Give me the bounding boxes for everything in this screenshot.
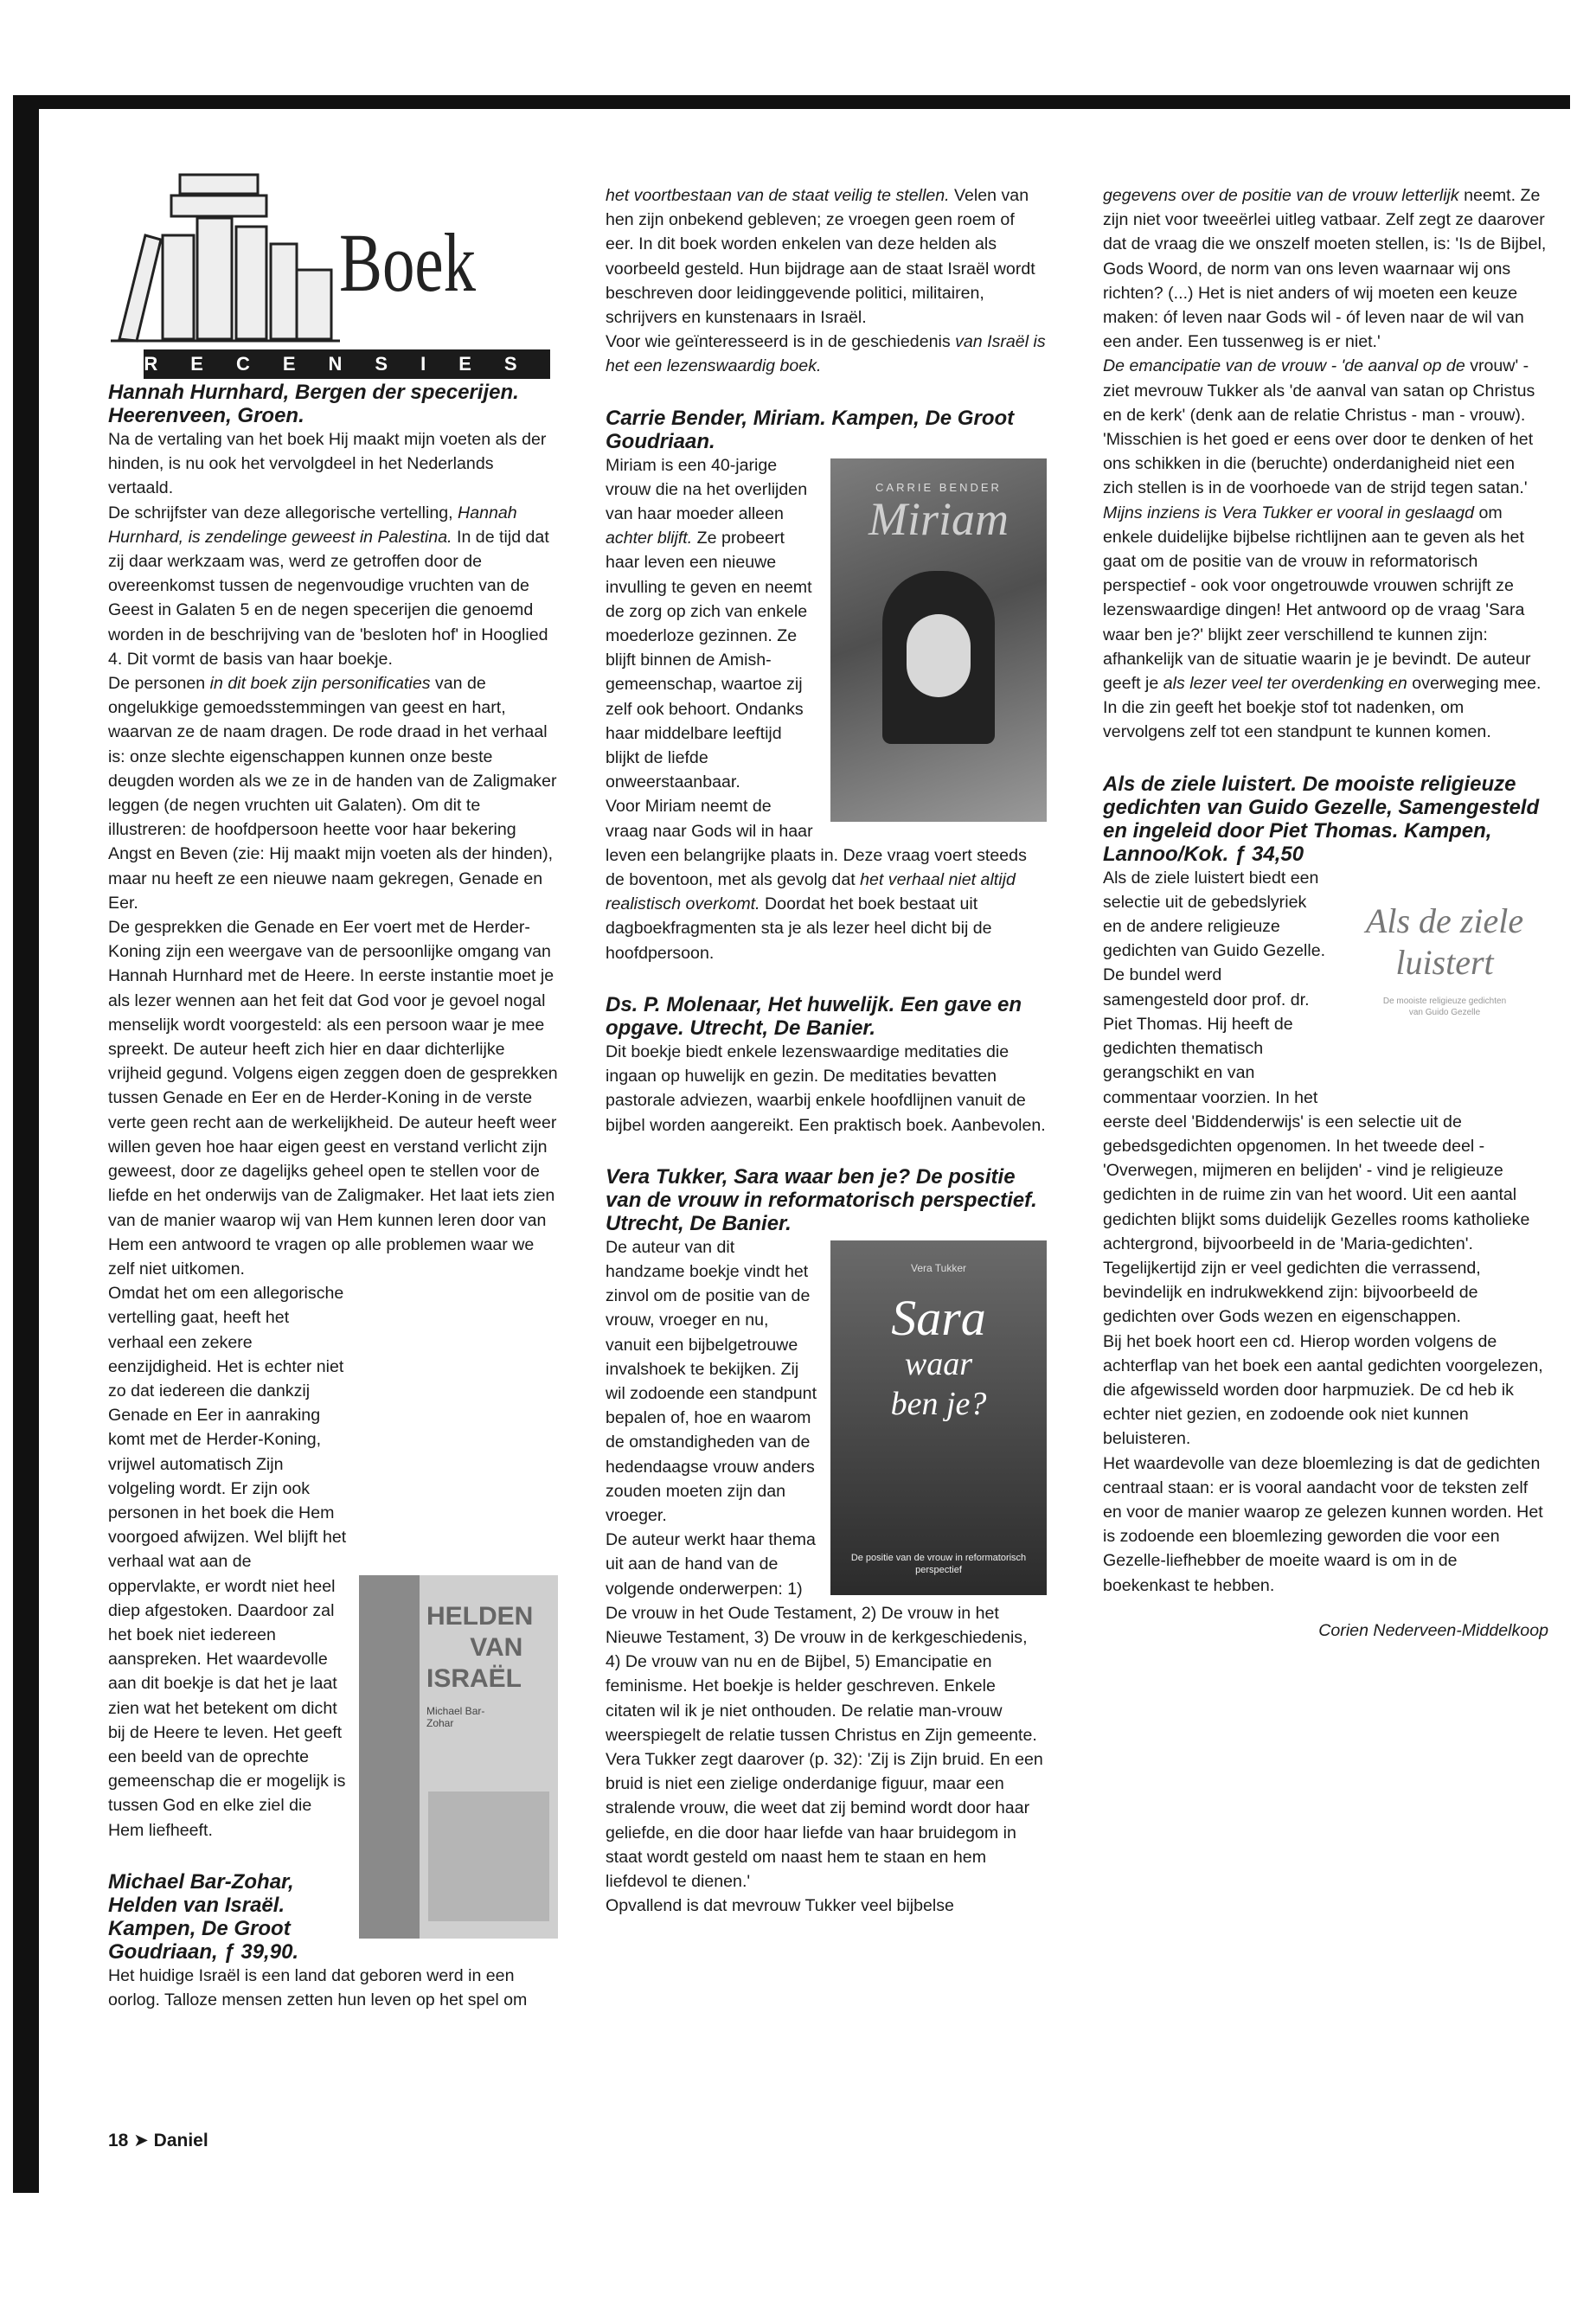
cover-title-3: ISRAËL [426, 1664, 522, 1694]
cover-als-de-ziele-luistert [1341, 875, 1548, 1091]
paragraph: Mijns inziens is Vera Tukker er vooral in geslaagd om enkele duidelijke bijbelse richtlijnen aan te geven als het gaat om de positie van de vrouw in reformatorisch perspectief - ook voor ongetrouwde vrouwen schrijft ze lezenswaardige dingen! Het antwoord op de vraag 'Sara waar ben je?' blijkt zeer verschillend te kunnen zijn: afhankelijk van de situatie waarin je je bevindt. De auteur geeft je als lezer veel ter overdenking en overweging mee. In die zin geeft het boekje stof tot nadenken, om vervolgens zelf tot een standpunt te kunnen komen. [1103, 503, 1542, 742]
boek-recensies-logo [111, 157, 550, 381]
top-border [13, 95, 1570, 109]
logo-word: Boek [339, 216, 477, 309]
left-border [13, 95, 39, 2193]
column-2 [606, 183, 1047, 1918]
paragraph: Het huidige Israël is een land dat geboren werd in een oorlog. Talloze mensen zetten hun leven op het spel om [108, 1965, 528, 2009]
cover-subtitle: De positie van de vrouw in reformatorisch perspectief [850, 1552, 1027, 1575]
paragraph: De gesprekken die Genade en Eer voert met de Herder-Koning zijn een weergave van de persoonlijke omgang van Hannah Hurnhard met de Heere. In eerste instantie moet je als lezer wennen aan het feit dat God voor je gevoel nogal menselijk wordt voorgesteld: als een persoon waar je mee spreekt. De auteur heeft zich hier en daar dichterlijke vrijheid gegund. Volgens eigen zeggen doen de gesprekken tussen Genade en Eer en de Herder-Koning in de verste verte geen recht aan de werkelijkheid. De auteur heeft weer willen geven hoe haar eigen geest en verstand verlicht zijn geweest, door ze dagelijks geheel open te stellen voor de liefde en het onderwijs van de Zaligmaker. Het laat iets zien van de manier waarop wij van Hem kunnen leren door van Hem een antwoord te vragen op alle problemen waar we zelf niet uitkomen. [108, 918, 558, 1279]
cover-title-3: ben je? [890, 1385, 987, 1422]
logo-banner [144, 349, 550, 379]
column-3 [1103, 183, 1548, 1643]
arrow-icon: ➤ [133, 2131, 149, 2150]
review-heading-hurnhard: Hannah Hurnhard, Bergen der specerijen. Heerenveen, Groen. [108, 381, 519, 427]
page-footer [108, 2130, 208, 2151]
paragraph: Omdat het om een allegorische vertelling gaat, heeft het verhaal een zekere eenzijdigheid. Het is echter niet zo dat iedereen die dankzij Genade en Eer in aanraking komt met de Herder-Koning, vrijwel automatisch Zijn volgeling wordt. Er zijn ook personen in het boek die Hem voorgoed afwijzen. Wel blijft het verhaal wat aan de oppervlakte, er wordt niet heel diep afgestoken. Daardoor zal het boek niet iedereen aanspreken. Het waardevolle aan dit boekje is dat het je laat zien wat het betekent om dicht bij de Heere te leven. Het geeft een beeld van de oprechte gemeenschap die er mogelijk is tussen God en elke ziel die Hem liefheeft. [108, 1284, 347, 1840]
cover-title-2: VAN [470, 1633, 523, 1663]
paragraph: De emancipatie van de vrouw - 'de aanval op de vrouw' - ziet mevrouw Tukker als 'de aanval van satan op Christus en de kerk' (denk aan de relatie Christus - man - vrouw). 'Misschien is het goed er eens over door te denken of het ons schikken in die (beruchte) onderdanigheid niet een zich stellen is in de voorhoede van de strijd tegen satan.' [1103, 356, 1535, 498]
cover-sara-waar-ben-je [830, 1240, 1047, 1595]
logo-banner-text: RECENSIES [144, 353, 550, 375]
page-number: 18 [108, 2131, 129, 2150]
paragraph: De personen in dit boek zijn personificaties van de ongelukkige gemoedsstemmingen van geest en hart, waarvan ze de naam dragen. De rode draad in het verhaal is: onze slechte eigenschappen kunnen onze beste deugden worden als we ze in de handen van de Zaligmaker leggen (de negen vruchten uit Galaten). Om dit te illustreren: de hoofdpersoon heette voor haar bekering Angst en Beven (zie: Hij maakt mijn voeten als der hinden), maar nu heeft ze een nieuwe naam gekregen, Genade en Eer. [108, 674, 557, 913]
cover-author: Vera Tukker [910, 1261, 967, 1274]
paragraph: Dit boekje biedt enkele lezenswaardige meditaties die ingaan op huwelijk en gezin. De meditaties bevatten pastorale adviezen, waarbij enkele hoofdlijnen vanuit de bijbel worden aangereikt. Een praktisch boek. Aanbevolen. [606, 1042, 1046, 1135]
paragraph: De auteur werkt haar thema uit aan de hand van de volgende onderwerpen: 1) De vrouw in het Oude Testament, 2) De vrouw in het Nieuwe Testament, 3) De vrouw in de kerkgeschiedenis, 4) De vrouw van nu en de Bijbel, 5) Emancipatie en feminisme. Het boekje is helder geschreven. Enkele citaten wil ik je niet onthouden. De relatie man-vrouw weerspiegelt de relatie tussen Christus en Zijn gemeente. Vera Tukker zegt daarover (p. 32): 'Zij is Zijn bruid. En een bruid is niet een zielige onderdanige figuur, maar een stralende vrouw, die weet dat zij bemind wordt door haar geliefde, en die door haar liefde van haar bruidegom in staat wordt gesteld om naast hem te staan en hem liefdevol te dienen.' [606, 1530, 1043, 1891]
cover-title: Miriam [869, 492, 1009, 545]
column-1 [108, 381, 558, 2012]
cover-title-1: Als de ziele [1365, 901, 1524, 940]
paragraph: Het waardevolle van deze bloemlezing is dat de gedichten centraal staan: er is vooral aandacht voor de teksten zelf en voor de manier waarop ze gelezen kunnen worden. Het is zodoende een bloemlezing geworden die voor een Gezelle-liefhebber de moeite waard is om in de boekenkast te hebben. [1103, 1453, 1543, 1595]
books-illustration [111, 157, 344, 348]
cover-series: CARRIE BENDER [875, 480, 1002, 494]
paragraph: Opvallend is dat mevrouw Tukker veel bijbelse [606, 1896, 954, 1916]
paragraph: gegevens over de positie van de vrouw letterlijk neemt. Ze zijn niet voor tweeërlei uitleg vatbaar. Zelf zegt ze daarover dat de vraag die we onszelf moeten stellen, is: 'Is de Bijbel, Gods Woord, de norm van ons leven waarnaar wij ons richten? (...) Het is niet anders of wij moeten een keuze maken: óf leven naar Gods wil - óf leven naar de wil van een ander. Een tussenweg is er niet.' [1103, 186, 1547, 352]
cover-title-2: waar [904, 1345, 973, 1382]
paragraph: Voor wie geïnteresseerd is in de geschiedenis van Israël is het een lezenswaardig boek. [606, 332, 1046, 376]
paragraph: Miriam is een 40-jarige vrouw die na het overlijden van haar moeder alleen achter blijft. Ze probeert haar leven een nieuwe invulling te geven en neemt de zorg op zich van enkele moederloze gezinnen. Ze blijft binnen de Amish-gemeenschap, waartoe zij zelf ook behoort. Ondanks haar middelbare leeftijd blijkt de liefde onweerstaanbaar. [606, 455, 812, 792]
paragraph: De auteur van dit handzame boekje vindt het zinvol om de positie van de vrouw, vroeger en nu, vanuit een bijbelgetrouwe invalshoek te bekijken. Zij wil zodoende een standpunt bepalen of, hoe en waarom de omstandigheden van de hedendaagse vrouw anders zouden moeten zijn dan vroeger. [606, 1237, 817, 1525]
review-heading-gezelle: Als de ziele luistert. De mooiste religieuze gedichten van Guido Gezelle, Samengesteld en ingeleid door Piet Thomas. Kampen, Lannoo/Kok. ƒ 34,50 [1103, 772, 1540, 866]
paragraph: Bij het boek hoort een cd. Hierop worden volgens de achterflap van het boek een aantal gedichten voorgelezen, die afgewisseld worden door harpmuziek. De cd heb ik echter niet gezien, en zodoende ook niet kunnen beluisteren. [1103, 1331, 1543, 1449]
magazine-name: Daniel [153, 2131, 208, 2150]
paragraph: Als de ziele luistert biedt een selectie uit de gebedslyriek en de andere religieuze gedichten van Guido Gezelle. De bundel werd samengesteld door prof. dr. Piet Thomas. Hij heeft de gedichten thematisch gerangschikt en van commentaar voorzien. In het eerste deel 'Biddenderwijs' is een selectie uit de gebedsgedichten opgenomen. In het tweede deel - 'Overwegen, mijmeren en belijden' - vind je religieuze gedichten in de ruime zin van het woord. Uit een aantal gedichten blijkt soms duidelijk Gezelles rooms katholieke achtergrond, bijvoorbeeld in de 'Maria-gedichten'. Tegelijkertijd zijn er veel gedichten die verrassend, bevindelijk en indrukwekkend zijn: bijvoorbeeld de gedichten over Gods wezen en eigenschappen. [1103, 868, 1530, 1327]
review-heading-miriam: Carrie Bender, Miriam. Kampen, De Groot Goudriaan. [606, 406, 1015, 453]
author-signature: Corien Nederveen-Middelkoop [1318, 1620, 1548, 1640]
paragraph: De schrijfster van deze allegorische vertelling, Hannah Hurnhard, is zendelinge geweest in Palestina. In de tijd dat zij daar werkzaam was, werd ze getroffen door de overeenkomst tussen de negenvoudige vruchten van de Geest in Galaten 5 en de negen specerijen die genoemd worden in de beschrijving van de 'besloten hof' in Hooglied 4. Dit vormt de basis van haar boekje. [108, 503, 549, 669]
cover-subtitle: De mooiste religieuze gedichten van Guido Gezelle [1382, 996, 1507, 1017]
paragraph: Na de vertaling van het boek Hij maakt mijn voeten als der hinden, is nu ook het vervolgdeel in het Nederlands vertaald. [108, 430, 547, 498]
cover-author: Michael Bar-Zohar [426, 1705, 485, 1730]
cover-title-1: Sara [891, 1289, 986, 1346]
review-heading-molenaar: Ds. P. Molenaar, Het huwelijk. Een gave en opgave. Utrecht, De Banier. [606, 992, 1022, 1040]
cover-title-2: luistert [1395, 942, 1494, 982]
paragraph: Voor Miriam neemt de vraag naar Gods wil in haar leven een belangrijke plaats in. Deze vraag voert steeds de boventoon, met als gevolg dat het verhaal niet altijd realistisch overkomt. Doordat het boek bestaat uit dagboekfragmenten sta je als lezer heel dicht bij de hoofdpersoon. [606, 797, 1027, 963]
cover-title-1: HELDEN [426, 1602, 534, 1631]
review-heading-tukker: Vera Tukker, Sara waar ben je? De positie van de vrouw in reformatorisch perspectief. Utrecht, De Banier. [606, 1164, 1037, 1235]
cover-helden-van-israel [359, 1575, 558, 1939]
paragraph: het voortbestaan van de staat veilig te stellen. Velen van hen zijn onbekend gebleven; ze vroegen geen roem of eer. In dit boek worden enkelen van deze helden als voorbeeld gesteld. Hun bijdrage aan de staat Israël wordt beschreven door leidinggevende politici, militairen, schrijvers en kunstenaars in Israël. [606, 186, 1035, 328]
review-heading-bar-zohar: Michael Bar-Zohar, Helden van Israël. Kampen, De Groot Goudriaan, ƒ 39,90. [108, 1869, 299, 1964]
cover-miriam [830, 458, 1047, 822]
